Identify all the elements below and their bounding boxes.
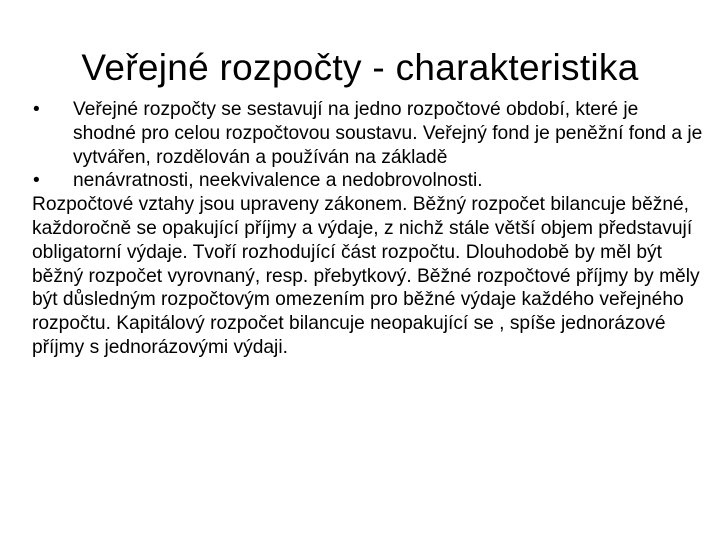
bullet-item: [32, 169, 704, 193]
bullet-marker: •: [33, 99, 40, 120]
slide-body: [32, 98, 704, 360]
slide-title: Veřejné rozpočty - charakteristika: [81, 47, 639, 88]
bullet-marker: •: [33, 170, 40, 192]
bullet-text: Veřejné rozpočty se sestavují na jedno rozpočtové období, které je shodné pro celou rozpočtovou soustavu. Veřejný fond je peněžní fond a je vytvářen, rozdělován a používán na základě: [73, 99, 703, 168]
bullet-item: [32, 98, 704, 169]
body-paragraph: Rozpočtové vztahy jsou upraveny zákonem. Běžný rozpočet bilancuje běžné, každoročně se opakující příjmy a výdaje, z nichž stále větší objem představují obligatorní výdaje. Tvoří rozhodující část rozpočtu. Dlouhodobě by měl být běžný rozpočet vyrovnaný, resp. přebytkový. Běžné rozpočtové příjmy by měly být důsledným rozpočtovým omezením pro běžné výdaje každého veřejného rozpočtu. Kapitálový rozpočet bilancuje neopakující se , spíše jednorázové příjmy s jednorázovými výdaji.: [32, 194, 700, 358]
bullet-text: nenávratnosti, neekvivalence a nedobrovolnosti.: [73, 170, 483, 192]
